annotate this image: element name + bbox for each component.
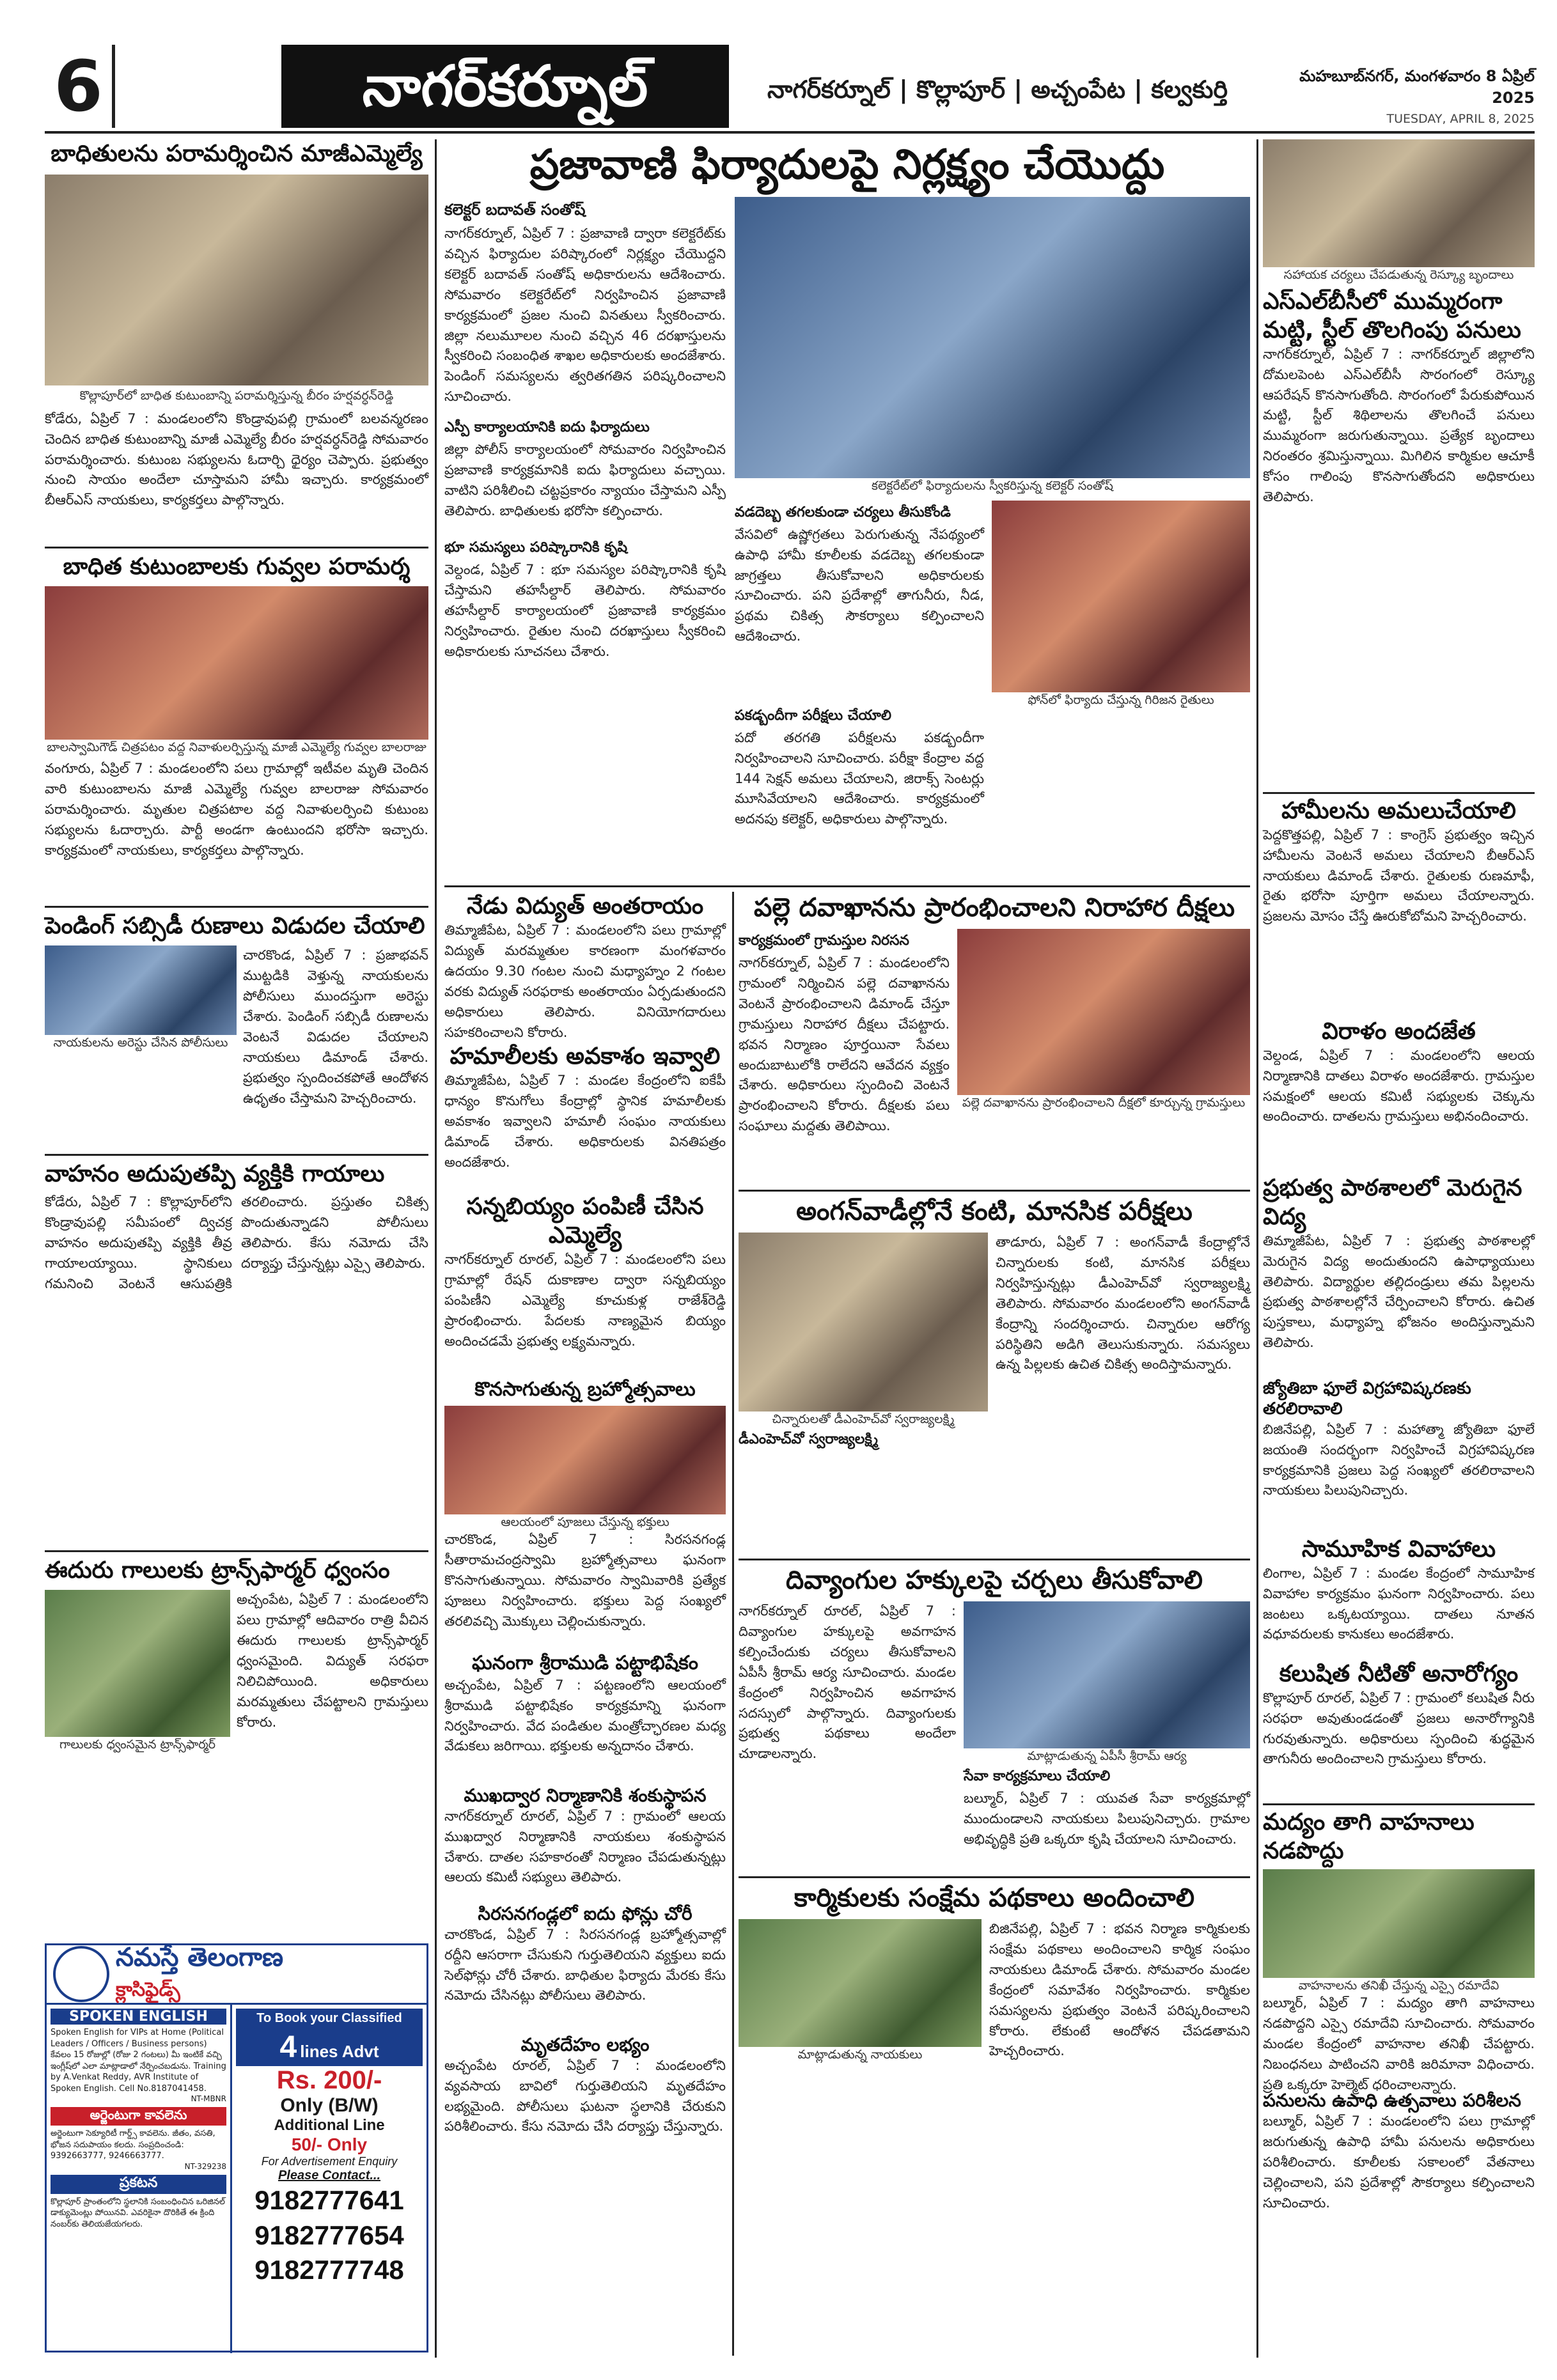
phone-3[interactable]: 9182777748 (254, 2255, 404, 2285)
col4-story8-caption: వాహనాలను తనిఖీ చేస్తున్న ఎస్సై రమాదేవి (1298, 1978, 1499, 1993)
edition-locations: నాగర్‌కర్నూల్ | కొల్లాపూర్ | అచ్చంపేట | కల్వకుర్తి (767, 75, 1228, 104)
col3b-story4-body: బిజినేపల్లి, ఏప్రిల్ 7 : భవన నిర్మాణ కార్మికులకు సంక్షేమ పథకాలు అందించాలని కార్మిక సంఘం నాయకులు డిమాండ్ చేశారు. సోమవారం మండల కేంద్రంలో సమావేశం నిర్వహించారు. కార్మికుల సమస్యలను ప్రభుత్వం వెంటనే పరిష్కరించాలని కోరారు. లేకుంటే ఆందోళన చేపడతామని హెచ్చరించారు. (989, 1921, 1250, 2059)
col4-story1-caption: సహాయక చర్యలు చేపడుతున్న రెస్క్యూ బృందాలు (1283, 268, 1514, 282)
story3-caption: నాయకులను అరెస్టు చేసిన పోలీసులు (53, 1036, 228, 1050)
col4-story2-body: పెద్దకొత్తపల్లి, ఏప్రిల్ 7 : కాంగ్రెస్ ప్రభుత్వం ఇచ్చిన హామీలను వెంటనే అమలు చేయాలని బీఆర్‌ఎస్ నాయకులు డిమాండ్ చేశారు. రైతులకు రుణమాఫీ, రైతు భరోసా పూర్తిగా అమలు చేయాలన్నారు. ప్రజలను మోసం చేస్తే ఊరుకోబోమని హెచ్చరించారు. (1263, 827, 1535, 924)
cta-additional: Additional Line (274, 2117, 385, 2134)
page-number: 6 (45, 45, 115, 128)
story2-body: వంగూరు, ఏప్రిల్ 7 : మండలంలోని పలు గ్రామాల్లో ఇటీవల మృతి చెందిన వారి కుటుంబాలను మాజీ ఎమ్మెల్యే గువ్వల బాలరాజు సోమవారం పరామర్శించారు. మృతుల చిత్రపటాల వద్ద నివాళులర్పించి కుటుంబ సభ్యులను ఓదార్చారు. పార్టీ అండగా ఉంటుందని భరోసా ఇచ్చారు. కార్యక్రమంలో నాయకులు, కార్యకర్తలు పాల్గొన్నారు. (45, 761, 428, 858)
story2-photo (45, 586, 428, 740)
wanted-body: అర్జెంటుగా సెక్యూరిటీ గార్డ్స్ కావలెను. జీతం, వసతి, భోజన సదుపాయం కలదు. సంప్రదించండి: 9392663777, 9246663777. (51, 2129, 215, 2161)
edition-title: నాగర్‌కర్నూల్ (281, 45, 729, 128)
col4-story9-body: బల్మూర్, ఏప్రిల్ 7 : మండలంలోని పలు గ్రామాల్లో జరుగుతున్న ఉపాధి హామీ పనులను అధికారులు పరిశీలించారు. కూలీలకు సకాలంలో వేతనాలు చెల్లించాలని, పని ప్రదేశాల్లో సౌకర్యాలు కల్పించాలని సూచించారు. (1263, 2113, 1535, 2211)
col2b-story1-body: తిమ్మాజీపేట, ఏప్రిల్ 7 : మండలంలోని పలు గ్రామాల్లో విద్యుత్ మరమ్మతుల కారణంగా మంగళవారం ఉదయం 9.30 గంటల నుంచి మధ్యాహ్నం 2 గంటల వరకు విద్యుత్ సరఫరాకు అంతరాయం ఏర్పడుతుందని అధికారులు తెలిపారు. వినియోగదారులు సహకరించాలని కోరారు. (444, 922, 726, 1040)
col3b-story2-body: తాడూరు, ఏప్రిల్ 7 : అంగన్‌వాడీ కేంద్రాల్లోనే చిన్నారులకు కంటి, మానసిక పరీక్షలు నిర్వహిస్తున్నట్లు డీఎంహెచ్‌వో స్వరాజ్యలక్ష్మి తెలిపారు. సోమవారం మండలంలోని అంగన్‌వాడీ కేంద్రాన్ని సందర్శించారు. చిన్నారుల ఆరోగ్య పరిస్థితిని అడిగి తెలుసుకున్నారు. సమస్యలు ఉన్న పిల్లలకు ఉచిత చికిత్స అందిస్తామన్నారు. (996, 1234, 1250, 1373)
lead-body2: జిల్లా పోలీస్ కార్యాలయంలో సోమవారం నిర్వహించిన ప్రజావాణి కార్యక్రమానికి ఐదు ఫిర్యాదులు వచ్చాయి. వాటిని పరిశీలించి చట్టప్రకారం న్యాయం చేస్తామని ఎస్పీ తెలిపారు. బాధితులకు భరోసా కల్పించారు. (444, 442, 726, 518)
col3b-story2-byline: డీఎంహెచ్‌వో స్వరాజ్యలక్ష్మి (739, 1431, 879, 1447)
col3b-story1-headline: పల్లె దవాఖానను ప్రారంభించాలని నిరాహార దీక్షలు (753, 893, 1235, 922)
col4-story1-photo (1263, 139, 1535, 267)
wanted-code: NT-329238 (184, 2161, 226, 2171)
col2b-story2-headline: హమాలీలకు అవకాశం ఇవ్వాలి (450, 1043, 721, 1069)
lead-body4: వేసవిలో ఉష్ణోగ్రతలు పెరుగుతున్న నేపథ్యంలో ఉపాధి హామీ కూలీలకు వడదెబ్బ తగలకుండా జాగ్రత్తలు తీసుకోవాలని అధికారులకు సూచించారు. పని ప్రదేశాల్లో తాగునీరు, నీడ, ప్రథమ చికిత్స సౌకర్యాలు కల్పించాలని ఆదేశించారు. (735, 526, 984, 644)
col4-story3-body: వెల్దండ, ఏప్రిల్ 7 : మండలంలోని ఆలయ నిర్మాణానికి దాతలు విరాళం అందజేశారు. గ్రామస్తుల సమక్షంలో ఆలయ కమిటీ సభ్యులకు చెక్కును అందించారు. దాతలను గ్రామస్తులు అభినందించారు. (1263, 1047, 1535, 1124)
masthead-rule (45, 131, 1535, 134)
cta-lines-count: 4 (279, 2030, 297, 2064)
col3b-story2-caption: చిన్నారులతో డీఎంహెచ్‌వో స్వరాజ్యలక్ష్మి (772, 1412, 955, 1426)
story1-headline: బాధితులను పరామర్శించిన మాజీఎమ్మెల్యే (51, 141, 423, 167)
cta-add-price: 50/- Only (291, 2135, 368, 2154)
cta-lines-label: lines Advt (300, 2042, 379, 2061)
col3b-story2-photo (739, 1233, 988, 1412)
col2b-story6-headline: ముఖద్వార నిర్మాణానికి శంకుస్థాపన (464, 1784, 707, 1806)
col3b-story1-caption: పల్లె దవాఖానను ప్రారంభించాలని దీక్షలో కూర్చున్న గ్రామస్తులు (962, 1096, 1246, 1110)
col4-story8-photo (1263, 1869, 1535, 1978)
lead-byline: కలెక్టర్ బదావత్ సంతోష్ (444, 201, 586, 219)
story5-body: అచ్చంపేట, ఏప్రిల్ 7 : మండలంలోని పలు గ్రామాల్లో ఆదివారం రాత్రి వీచిన ఈదురు గాలులకు ట్రాన్స్‌ఫార్మర్ ధ్వంసమైంది. విద్యుత్ సరఫరా నిలిచిపోయింది. అధికారులు మరమ్మతులు చేపట్టాలని గ్రామస్తులు కోరారు. (237, 1592, 428, 1730)
col2b-story4-body: చారకొండ, ఏప్రిల్ 7 : సిరసనగండ్ల సీతారామచంద్రస్వామి బ్రహ్మోత్సవాలు ఘనంగా కొనసాగుతున్నాయి. సోమవారం స్వామివారికి ప్రత్యేక పూజలు నిర్వహించారు. భక్తులు పెద్ద సంఖ్యలో తరలివచ్చి మొక్కులు చెల్లించుకున్నారు. (444, 1532, 726, 1629)
col2b-story8-headline: మృతదేహం లభ్యం (520, 2034, 650, 2055)
col4-story5-body: బిజినేపల్లి, ఏప్రిల్ 7 : మహాత్మా జ్యోతిబా ఫూలే జయంతి సందర్భంగా నిర్వహించే విగ్రహావిష్కరణ కార్యక్రమానికి ప్రజలు పెద్ద సంఖ్యలో తరలిరావాలని నాయకులు పిలుపునిచ్చారు. (1263, 1421, 1535, 1498)
lead-story (444, 139, 1250, 881)
classifieds-logo-icon (53, 1946, 109, 2002)
lead-bottom-rule (444, 885, 1250, 887)
column-divider-4 (1256, 139, 1258, 2358)
lead-sub3: వడదెబ్బ తగలకుండా చర్యలు తీసుకోండి (735, 504, 951, 520)
col2b-story3-body: నాగర్‌కర్నూల్ రూరల్, ఏప్రిల్ 7 : మండలంలోని పలు గ్రామాల్లో రేషన్ దుకాణాల ద్వారా సన్నబియ్యం పంపిణీని ఎమ్మెల్యే కూచుకుళ్ల రాజేశ్‌రెడ్డి ప్రారంభించారు. పేదలకు నాణ్యమైన బియ్యం అందించడమే ప్రభుత్వ లక్ష్యమన్నారు. (444, 1252, 726, 1349)
col4-story4-body: తిమ్మాజీపేట, ఏప్రిల్ 7 : ప్రభుత్వ పాఠశాలల్లో మెరుగైన విద్య అందుతుందని ఉపాధ్యాయులు తెలిపారు. విద్యార్థుల తల్లిదండ్రులు తమ పిల్లలను ప్రభుత్వ పాఠశాలల్లోనే చేర్పించాలని కోరారు. ఉచిత పుస్తకాలు, మధ్యాహ్న భోజనం అందిస్తున్నామని తెలిపారు. (1263, 1233, 1535, 1351)
date-telugu: మహబూబ్‌నగర్, మంగళవారం 8 ఏప్రిల్ 2025 (1299, 67, 1535, 107)
notice-body: కొల్లాపూర్ ప్రాంతంలోని స్థలానికి సంబంధించిన ఒరిజినల్ డాక్యుమెంట్లు పోయినవి. ఎవరికైనా దొరికితే ఈ క్రింది నంబర్‌కు తెలియజేయగలరు. (51, 2197, 225, 2230)
cta-line1: To Book your Classified (236, 2009, 423, 2028)
story2-caption: బాలస్వామిగౌడ్ చిత్రపటం వద్ద నివాళులర్పిస్తున్న మాజీ ఎమ్మెల్యే గువ్వల బాలరాజు (47, 740, 426, 754)
wanted-head: అర్జెంటుగా కావలెను (51, 2107, 226, 2126)
phone-1[interactable]: 9182777641 (254, 2185, 404, 2215)
edition-date (1253, 67, 1535, 126)
date-english: TUESDAY, APRIL 8, 2025 (1386, 112, 1535, 126)
cta-only: Only (B/W) (280, 2095, 379, 2116)
col3b-story4-caption: మాట్లాడుతున్న నాయకులు (797, 2048, 923, 2062)
phone-2[interactable]: 9182777654 (254, 2220, 404, 2250)
lead-headline: ప్రజావాణి ఫిర్యాదులపై నిర్లక్ష్యం చేయొద్దు (529, 141, 1165, 189)
col3b-story3-caption: మాట్లాడుతున్న ఏపీసీ శ్రీరామ్ ఆర్య (1027, 1749, 1187, 1763)
story1-photo (45, 175, 428, 385)
lead-body1: నాగర్‌కర్నూల్, ఏప్రిల్ 7 : ప్రజావాణి ద్వారా కలెక్టరేట్‌కు వచ్చిన ఫిర్యాదుల పరిష్కారంలో నిర్లక్ష్యం చేయొద్దని కలెక్టర్ బదావత్ సంతోష్ అధికారులను ఆదేశించారు. సోమవారం కలెక్టరేట్‌లో నిర్వహించిన ప్రజావాణి కార్యక్రమంలో ప్రజల నుంచి వినతులు స్వీకరించారు. జిల్లా నలుమూలల నుంచి వచ్చిన 46 దరఖాస్తులను స్వీకరించి సంబంధిత శాఖల అధికారులకు అందజేశారు. పెండింగ్ సమస్యలను త్వరితగతిన పరిష్కరించాలని సూచించారు. (444, 226, 726, 405)
col4-story7-headline: కలుషిత నీటితో అనారోగ్యం (1279, 1660, 1519, 1687)
col2b-story8-body: అచ్చంపేట రూరల్, ఏప్రిల్ 7 : మండలంలోని వ్యవసాయ బావిలో గుర్తుతెలియని మృతదేహం లభ్యమైంది. పోలీసులు ఘటనా స్థలానికి చేరుకుని పరిశీలించారు. కేసు నమోదు చేసి దర్యాప్తు చేస్తున్నారు. (444, 2057, 726, 2135)
lead-sub1: ఎస్పీ కార్యాలయానికి ఐదు ఫిర్యాదులు (444, 419, 650, 435)
lead-caption-small: ఫోన్‌లో ఫిర్యాదు చేస్తున్న గిరిజన రైతులు (1028, 692, 1214, 707)
lead-body3: వెల్దండ, ఏప్రిల్ 7 : భూ సమస్యల పరిష్కారానికి కృషి చేస్తామని తహసీల్దార్ తెలిపారు. సోమవారం తహసీల్దార్ కార్యాలయంలో ప్రజావాణి కార్యక్రమం నిర్వహించారు. రైతుల నుంచి దరఖాస్తులు స్వీకరించి అధికారులకు సూచనలు చేశారు. (444, 562, 726, 659)
column-divider-2b (732, 892, 734, 2356)
story4-body: కోడేరు, ఏప్రిల్ 7 : కొల్లాపూర్‌లోని కొండ్రావుపల్లి సమీపంలో ద్విచక్ర వాహనం అదుపుతప్పి వ్యక్తికి తీవ్ర గాయాలయ్యాయి. స్థానికులు గమనించి వెంటనే ఆసుపత్రికి తరలించారు. ప్రస్తుతం చికిత్స పొందుతున్నాడని పోలీసులు తెలిపారు. కేసు నమోదు చేసి దర్యాప్తు చేస్తున్నట్లు ఎస్సై తెలిపారు. (45, 1194, 428, 1291)
col2b-story7-headline: సిరసనగండ్లలో ఐదు ఫోన్లు చోరీ (478, 1902, 692, 1924)
col4-story8-body: బల్మూర్, ఏప్రిల్ 7 : మద్యం తాగి వాహనాలు నడపొద్దని ఎస్సై రమాదేవి సూచించారు. సోమవారం మండల కేంద్రంలో వాహనాల తనిఖీ చేపట్టారు. నిబంధనలు పాటించని వారికి జరిమానా విధించారు. ప్రతి ఒక్కరూ హెల్మెట్ ధరించాలన్నారు. (1263, 1995, 1535, 2092)
col4-story2-headline: హామీలను అమలుచేయాలి (1263, 792, 1535, 825)
notice-head: ప్రకటన (51, 2175, 226, 2194)
col4-story9-headline: పనులను ఉపాధి ఉత్సవాలు పరిశీలన (1263, 2090, 1521, 2112)
story5-caption: గాలులకు ధ్వంసమైన ట్రాన్స్‌ఫార్మర్ (59, 1738, 216, 1752)
column-3b (739, 892, 1250, 2356)
story3-photo (45, 945, 237, 1035)
col3b-story3-photo (964, 1601, 1250, 1748)
col3b-story2-headline: అంగన్‌వాడీల్లోనే కంటి, మానసిక పరీక్షలు (739, 1190, 1250, 1227)
story3-body: చారకొండ, ఏప్రిల్ 7 : ప్రజాభవన్ ముట్టడికి వెళ్తున్న నాయకులను పోలీసులు ముందస్తుగా అరెస్టు చేశారు. పెండింగ్ సబ్సిడీ రుణాలను వెంటనే విడుదల చేయాలని నాయకులు డిమాండ్ చేశారు. ప్రభుత్వం స్పందించకపోతే ఆందోళన ఉధృతం చేస్తామని హెచ్చరించారు. (243, 947, 428, 1106)
column-divider-1 (435, 139, 437, 2358)
col3b-story4-headline: కార్మికులకు సంక్షేమ పథకాలు అందించాలి (739, 1876, 1250, 1914)
col4-story6-body: లింగాల, ఏప్రిల్ 7 : మండల కేంద్రంలో సామూహిక వివాహాల కార్యక్రమం ఘనంగా నిర్వహించారు. పలు జంటలు ఒక్కటయ్యాయి. దాతలు నూతన వధూవరులకు కానుకలు అందజేశారు. (1263, 1565, 1535, 1642)
cta-enquiry: For Advertisement Enquiry (261, 2155, 398, 2168)
col3b-story1-body: నాగర్‌కర్నూల్, ఏప్రిల్ 7 : మండలంలోని గ్రామంలో నిర్మించిన పల్లె దవాఖానను వెంటనే ప్రారంభించాలని డిమాండ్ చేస్తూ గ్రామస్తులు నిరాహార దీక్షలు చేపట్టారు. భవన నిర్మాణం పూర్తయినా సేవలు అందుబాటులోకి రాలేదని ఆవేదన వ్యక్తం చేశారు. అధికారులు స్పందించి వెంటనే ప్రారంభించాలని కోరారు. దీక్షలకు పలు సంఘాలు మద్దతు తెలిపాయి. (739, 955, 950, 1134)
story1-caption: కొల్లాపూర్‌లో బాధిత కుటుంబాన్ని పరామర్శిస్తున్న బీరం హర్షవర్ధన్‌రెడ్డి (79, 389, 394, 403)
column-4 (1263, 139, 1535, 2364)
col4-story1-headline: ఎస్ఎల్‌బీసీలో ముమ్మరంగా మట్టి, స్టీల్ తొలగింపు పనులు (1263, 288, 1521, 343)
col3b-story1-byline: కార్యక్రమంలో గ్రామస్తుల నిరసన (739, 933, 909, 949)
col3b-story3-body: నాగర్‌కర్నూల్ రూరల్, ఏప్రిల్ 7 : దివ్యాంగుల హక్కులపై అవగాహన కల్పించేందుకు చర్యలు తీసుకోవాలని ఏపీసీ శ్రీరామ్ ఆర్య సూచించారు. మండల కేంద్రంలో నిర్వహించిన అవగాహన సదస్సులో పాల్గొన్నారు. దివ్యాంగులకు ప్రభుత్వ పథకాలు అందేలా చూడాలన్నారు. (739, 1603, 956, 1762)
col4-story6-headline: సామూహిక వివాహాలు (1301, 1536, 1496, 1562)
col2b-story6-body: నాగర్‌కర్నూల్ రూరల్, ఏప్రిల్ 7 : గ్రామంలో ఆలయ ముఖద్వార నిర్మాణానికి నాయకులు శంకుస్థాపన చేశారు. దాతల సహకారంతో నిర్మాణం చేపడుతున్నట్లు ఆలయ కమిటీ సభ్యులు తెలిపారు. (444, 1808, 726, 1885)
spoken-english-code: NT-MBNR (191, 2094, 226, 2104)
story5-photo (45, 1590, 230, 1737)
spoken-english-head: SPOKEN ENGLISH (51, 2009, 226, 2025)
col2b-story2-body: తిమ్మాజీపేట, ఏప్రిల్ 7 : మండల కేంద్రంలోని ఐకేపీ ధాన్యం కొనుగోలు కేంద్రాల్లో స్థానిక హమాలీలకు అవకాశం ఇవ్వాలని హమాలీ సంఘం నాయకులు డిమాండ్ చేశారు. అధికారులకు వినతిపత్రం అందజేశారు. (444, 1073, 726, 1170)
classifieds-brand-sub: క్లాసిఫైడ్స్ (116, 1979, 180, 2001)
lead-sub4: పకడ్బందీగా పరీక్షలు చేయాలి (735, 707, 891, 724)
col4-story5-headline: జ్యోతిబా ఫూలే విగ్రహావిష్కరణకు తరలిరావాలి (1263, 1378, 1471, 1419)
story1-body: కోడేరు, ఏప్రిల్ 7 : మండలంలోని కొండ్రావుపల్లి గ్రామంలో బలవన్మరణం చెందిన బాధిత కుటుంబాన్ని మాజీ ఎమ్మెల్యే బీరం హర్షవర్ధన్‌రెడ్డి సోమవారం పరామర్శించారు. కుటుంబ సభ్యులను ఓదార్చి ధైర్యం చెప్పారు. ప్రభుత్వం నుంచి సాయం అందేలా చూస్తామని హామీ ఇచ్చారు. కార్యక్రమంలో బీఆర్‌ఎస్ నాయకులు, కార్యకర్తలు పాల్గొన్నారు. (45, 410, 428, 508)
col4-story3-headline: విరాళం అందజేత (1322, 1018, 1476, 1045)
lead-sub2: భూ సమస్యలు పరిష్కారానికి కృషి (444, 540, 628, 556)
story3-headline: పెండింగ్ సబ్సిడీ రుణాలు విడుదల చేయాలి (45, 906, 428, 940)
story5-headline: ఈదురు గాలులకు ట్రాన్స్‌ఫార్మర్ ధ్వంసం (45, 1550, 428, 1585)
col4-story8-headline: మద్యం తాగి వాహనాలు నడపొద్దు (1263, 1803, 1535, 1865)
cta-price: Rs. 200/- (276, 2066, 382, 2094)
col3b-story1-photo (957, 929, 1250, 1095)
lead-body5: పదో తరగతి పరీక్షలను పకడ్బందీగా నిర్వహించాలని సూచించారు. పరీక్షా కేంద్రాల వద్ద 144 సెక్షన్ అమలు చేయాలని, జిరాక్స్ సెంటర్లు మూసివేయాలని ఆదేశించారు. కార్యక్రమంలో అదనపు కలెక్టర్, అధికారులు పాల్గొన్నారు. (735, 729, 984, 827)
col2b-story5-headline: ఘనంగా శ్రీరాముడి పట్టాభిషేకం (471, 1652, 699, 1675)
column-2b (444, 892, 726, 2356)
col3b-story4-photo (739, 1919, 982, 2047)
classifieds-ad (45, 1943, 428, 2353)
col4-story7-body: కొల్లాపూర్ రూరల్, ఏప్రిల్ 7 : గ్రామంలో కలుషిత నీరు సరఫరా అవుతుండడంతో ప్రజలు అనారోగ్యానికి గురవుతున్నారు. అధికారులు స్పందించి శుద్ధమైన తాగునీరు అందించాలని గ్రామస్తులు కోరారు. (1263, 1690, 1535, 1767)
col3b-story3-body2: బల్మూర్, ఏప్రిల్ 7 : యువత సేవా కార్యక్రమాల్లో ముందుండాలని నాయకులు పిలుపునిచ్చారు. గ్రామాల అభివృద్ధికి ప్రతి ఒక్కరూ కృషి చేయాలని సూచించారు. (964, 1790, 1250, 1847)
story2-headline: బాధిత కుటుంబాలకు గువ్వల పరామర్శ (45, 547, 428, 581)
lead-photo-small (992, 501, 1250, 692)
lead-photo-main (735, 197, 1250, 478)
col2b-story5-body: అచ్చంపేట, ఏప్రిల్ 7 : పట్టణంలోని ఆలయంలో శ్రీరాముడి పట్టాభిషేకం కార్యక్రమాన్ని ఘనంగా నిర్వహించారు. వేద పండితుల మంత్రోచ్ఛారణల మధ్య వేడుకలు జరిగాయి. భక్తులకు అన్నదానం చేశారు. (444, 1677, 726, 1754)
lead-caption-main: కలెక్టరేట్‌లో ఫిర్యాదులను స్వీకరిస్తున్న కలెక్టర్ సంతోష్ (872, 479, 1113, 493)
col2b-story1-headline: నేడు విద్యుత్ అంతరాయం (466, 893, 704, 919)
col2b-story7-body: చారకొండ, ఏప్రిల్ 7 : సిరసనగండ్ల బ్రహ్మోత్సవాల్లో రద్దీని ఆసరాగా చేసుకుని గుర్తుతెలియని వ్యక్తులు ఐదు సెల్‌ఫోన్లు చోరీ చేశారు. బాధితుల ఫిర్యాదు మేరకు కేసు నమోదు చేసినట్లు పోలీసులు తెలిపారు. (444, 1926, 726, 2003)
cta-contact: Please Contact... (278, 2168, 381, 2182)
col3b-story3-headline: దివ్యాంగుల హక్కులపై చర్చలు తీసుకోవాలి (739, 1559, 1250, 1596)
col2b-story3-headline: సన్నబియ్యం పంపిణీ చేసిన ఎమ్మెల్యే (466, 1194, 704, 1248)
col4-story4-headline: ప్రభుత్వ పాఠశాలలో మెరుగైన విద్య (1263, 1174, 1522, 1230)
story4-headline: వాహనం అదుపుతప్పి వ్యక్తికి గాయాలు (45, 1154, 428, 1188)
spoken-english-body: Spoken English for VIPs at Home (Political Leaders / Officers / Business persons) కేవలం 15 రోజుల్లో (రోజు 2 గంటలు) మీ ఇంటికే వచ్చి ఇంగ్లీష్‌లో ఎలా మాట్లాడాలో నేర్పించబడును. Training by A.Venkat Reddy, AVR Institute of Spoken English. Cell No.8187041458. (51, 2028, 226, 2094)
col2b-story4-headline: కొనసాగుతున్న బ్రహ్మోత్సవాలు (474, 1378, 696, 1401)
col2b-story4-caption: ఆలయంలో పూజలు చేస్తున్న భక్తులు (501, 1514, 669, 1529)
classifieds-brand: నమస్తే తెలంగాణ (116, 1943, 284, 1972)
col4-story1-body: నాగర్‌కర్నూల్, ఏప్రిల్ 7 : నాగర్‌కర్నూల్ జిల్లాలోని దోమలపెంట ఎస్ఎల్‌బీసీ సొరంగంలో రెస్క్యూ ఆపరేషన్ కొనసాగుతోంది. సొరంగంలో పేరుకుపోయిన మట్టి, స్టీల్ శిథిలాలను తొలగించే పనులు ముమ్మరంగా జరుగుతున్నాయి. ప్రత్యేక బృందాలు నిరంతరం శ్రమిస్తున్నాయి. మిగిలిన కార్మికుల ఆచూకీ కోసం గాలింపు కొనసాగుతోందని అధికారులు తెలిపారు. (1263, 346, 1535, 505)
col2b-story4-photo (444, 1406, 726, 1514)
col3b-story3-sub: సేవా కార్యక్రమాలు చేయాలి (964, 1768, 1111, 1784)
